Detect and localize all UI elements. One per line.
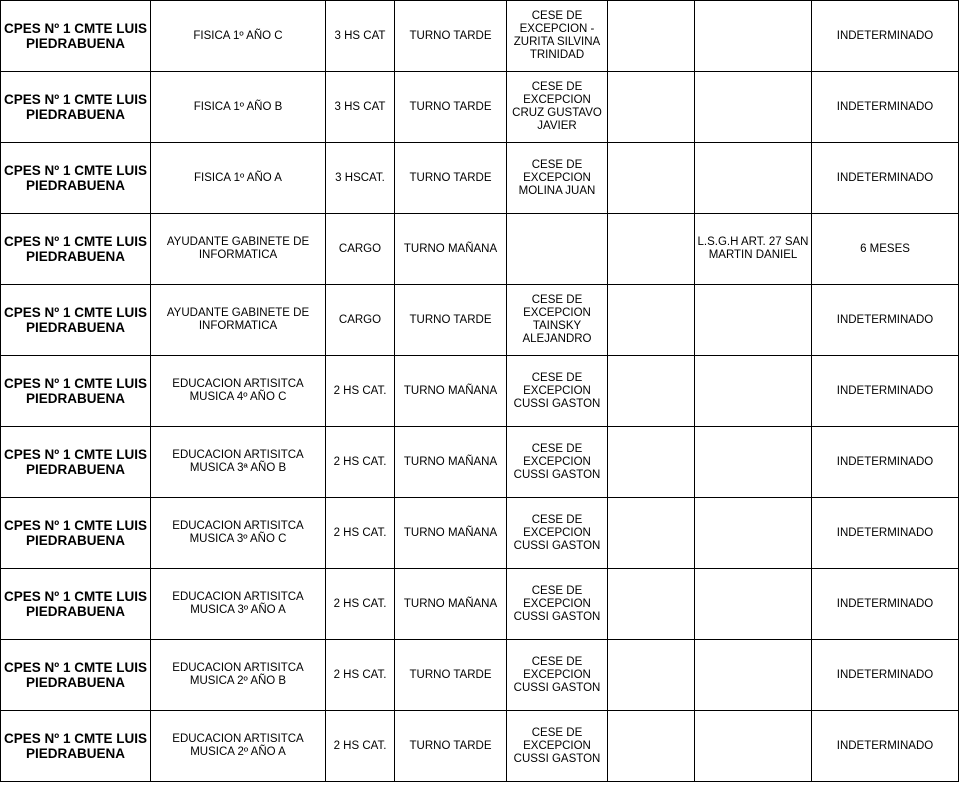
school-cell: CPES Nº 1 CMTE LUIS PIEDRABUENA: [1, 640, 151, 711]
subject-cell: EDUCACION ARTISITCA MUSICA 3º AÑO C: [151, 498, 326, 569]
shift-cell: TURNO TARDE: [395, 1, 507, 72]
school-cell: CPES Nº 1 CMTE LUIS PIEDRABUENA: [1, 569, 151, 640]
table-row: [1, 143, 959, 214]
duration-cell: 6 MESES: [812, 214, 959, 285]
empty-cell: [608, 427, 695, 498]
empty-cell: [608, 72, 695, 143]
school-cell: CPES Nº 1 CMTE LUIS PIEDRABUENA: [1, 285, 151, 356]
duration-cell: INDETERMINADO: [812, 640, 959, 711]
school-cell: CPES Nº 1 CMTE LUIS PIEDRABUENA: [1, 427, 151, 498]
reason-cell: CESE DE EXCEPCION CRUZ GUSTAVO JAVIER: [507, 72, 608, 143]
license-cell: [695, 711, 812, 782]
hours-cell: 2 HS CAT.: [326, 640, 395, 711]
hours-cell: 3 HS CAT: [326, 72, 395, 143]
duration-cell: INDETERMINADO: [812, 427, 959, 498]
subject-cell: EDUCACION ARTISITCA MUSICA 2º AÑO B: [151, 640, 326, 711]
reason-cell: CESE DE EXCEPCION - ZURITA SILVINA TRINIDAD: [507, 1, 608, 72]
school-cell: CPES Nº 1 CMTE LUIS PIEDRABUENA: [1, 214, 151, 285]
empty-cell: [608, 711, 695, 782]
hours-cell: 2 HS CAT.: [326, 569, 395, 640]
reason-cell: CESE DE EXCEPCION CUSSI GASTON: [507, 356, 608, 427]
duration-cell: INDETERMINADO: [812, 569, 959, 640]
shift-cell: TURNO MAÑANA: [395, 214, 507, 285]
shift-cell: TURNO TARDE: [395, 640, 507, 711]
table-row: [1, 498, 959, 569]
reason-cell: [507, 214, 608, 285]
table-row: [1, 640, 959, 711]
license-cell: L.S.G.H ART. 27 SAN MARTIN DANIEL: [695, 214, 812, 285]
license-cell: [695, 498, 812, 569]
reason-cell: CESE DE EXCEPCION CUSSI GASTON: [507, 498, 608, 569]
reason-cell: CESE DE EXCEPCION CUSSI GASTON: [507, 711, 608, 782]
empty-cell: [608, 285, 695, 356]
reason-cell: CESE DE EXCEPCION CUSSI GASTON: [507, 569, 608, 640]
shift-cell: TURNO TARDE: [395, 143, 507, 214]
table-row: [1, 356, 959, 427]
hours-cell: 2 HS CAT.: [326, 711, 395, 782]
reason-cell: CESE DE EXCEPCION TAINSKY ALEJANDRO: [507, 285, 608, 356]
subject-cell: EDUCACION ARTISITCA MUSICA 3ª AÑO B: [151, 427, 326, 498]
license-cell: [695, 285, 812, 356]
duration-cell: INDETERMINADO: [812, 285, 959, 356]
subject-cell: AYUDANTE GABINETE DE INFORMATICA: [151, 285, 326, 356]
subject-cell: EDUCACION ARTISITCA MUSICA 3º AÑO A: [151, 569, 326, 640]
school-cell: CPES Nº 1 CMTE LUIS PIEDRABUENA: [1, 356, 151, 427]
subject-cell: FISICA 1º AÑO B: [151, 72, 326, 143]
duration-cell: INDETERMINADO: [812, 711, 959, 782]
school-cell: CPES Nº 1 CMTE LUIS PIEDRABUENA: [1, 498, 151, 569]
hours-cell: 3 HSCAT.: [326, 143, 395, 214]
subject-cell: EDUCACION ARTISITCA MUSICA 4º AÑO C: [151, 356, 326, 427]
school-cell: CPES Nº 1 CMTE LUIS PIEDRABUENA: [1, 1, 151, 72]
school-cell: CPES Nº 1 CMTE LUIS PIEDRABUENA: [1, 72, 151, 143]
empty-cell: [608, 143, 695, 214]
license-cell: [695, 640, 812, 711]
hours-cell: 2 HS CAT.: [326, 498, 395, 569]
hours-cell: CARGO: [326, 285, 395, 356]
subject-cell: AYUDANTE GABINETE DE INFORMATICA: [151, 214, 326, 285]
duration-cell: INDETERMINADO: [812, 72, 959, 143]
subject-cell: FISICA 1º AÑO A: [151, 143, 326, 214]
license-cell: [695, 1, 812, 72]
license-cell: [695, 569, 812, 640]
empty-cell: [608, 356, 695, 427]
duration-cell: INDETERMINADO: [812, 498, 959, 569]
school-cell: CPES Nº 1 CMTE LUIS PIEDRABUENA: [1, 143, 151, 214]
empty-cell: [608, 214, 695, 285]
duration-cell: INDETERMINADO: [812, 143, 959, 214]
shift-cell: TURNO MAÑANA: [395, 427, 507, 498]
shift-cell: TURNO MAÑANA: [395, 498, 507, 569]
reason-cell: CESE DE EXCEPCION CUSSI GASTON: [507, 427, 608, 498]
shift-cell: TURNO TARDE: [395, 711, 507, 782]
table-row: [1, 711, 959, 782]
shift-cell: TURNO TARDE: [395, 72, 507, 143]
table-row: [1, 72, 959, 143]
license-cell: [695, 143, 812, 214]
table-row: [1, 1, 959, 72]
license-cell: [695, 427, 812, 498]
reason-cell: CESE DE EXCEPCION CUSSI GASTON: [507, 640, 608, 711]
subject-cell: FISICA 1º AÑO C: [151, 1, 326, 72]
subject-cell: EDUCACION ARTISITCA MUSICA 2º AÑO A: [151, 711, 326, 782]
hours-cell: 2 HS CAT.: [326, 427, 395, 498]
shift-cell: TURNO MAÑANA: [395, 356, 507, 427]
reason-cell: CESE DE EXCEPCION MOLINA JUAN: [507, 143, 608, 214]
shift-cell: TURNO TARDE: [395, 285, 507, 356]
empty-cell: [608, 498, 695, 569]
shift-cell: TURNO MAÑANA: [395, 569, 507, 640]
hours-cell: 2 HS CAT.: [326, 356, 395, 427]
license-cell: [695, 72, 812, 143]
hours-cell: CARGO: [326, 214, 395, 285]
table-row: [1, 214, 959, 285]
license-cell: [695, 356, 812, 427]
table-row: [1, 569, 959, 640]
empty-cell: [608, 640, 695, 711]
table-row: [1, 285, 959, 356]
empty-cell: [608, 569, 695, 640]
school-cell: CPES Nº 1 CMTE LUIS PIEDRABUENA: [1, 711, 151, 782]
hours-cell: 3 HS CAT: [326, 1, 395, 72]
empty-cell: [608, 1, 695, 72]
duration-cell: INDETERMINADO: [812, 1, 959, 72]
table-row: [1, 427, 959, 498]
duration-cell: INDETERMINADO: [812, 356, 959, 427]
